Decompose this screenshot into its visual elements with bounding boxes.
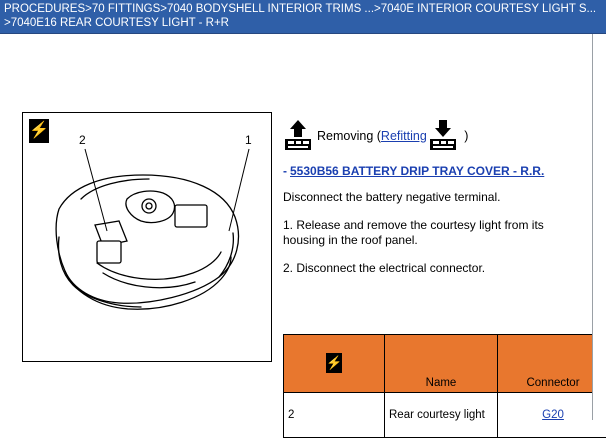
scroll-strip[interactable] [593, 34, 606, 420]
procedure-step-2: 2. Disconnect the electrical connector. [283, 261, 575, 276]
refit-arrow-down-icon [428, 119, 458, 153]
callout-number-2: 2 [79, 133, 86, 147]
table-header-symbol-cell [284, 335, 385, 393]
removing-label-group [317, 129, 430, 143]
removing-label: Removing ( [317, 129, 381, 143]
table-header-name: Name [385, 335, 498, 393]
refitting-link[interactable]: Refitting [381, 129, 427, 143]
electrical-hazard-badge [29, 119, 49, 143]
breadcrumb-line-1[interactable]: PROCEDURES>70 FITTINGS>7040 BODYSHELL INTERIOR TRIMS ...>7040E INTERIOR COURTESY LIGHT S... [4, 2, 602, 16]
related-document-row [283, 164, 583, 178]
table-cell-name: Rear courtesy light [385, 393, 498, 438]
close-paren: ) [464, 129, 468, 143]
link-dash: - [283, 164, 287, 178]
document-body [0, 34, 606, 420]
table-cell-connector [498, 393, 606, 438]
table-cell-number: 2 [284, 393, 385, 438]
table-row [284, 393, 606, 438]
procedure-step-1: 1. Release and remove the courtesy light from its housing in the roof panel. [283, 218, 575, 248]
remove-arrow-up-icon [283, 119, 313, 153]
procedure-step-0: Disconnect the battery negative terminal. [283, 190, 575, 205]
callout-number-1: 1 [245, 133, 252, 147]
courtesy-light-illustration [22, 112, 272, 362]
connector-table [283, 334, 606, 438]
removing-refitting-row [283, 116, 583, 156]
breadcrumb-line-2[interactable]: >7040E16 REAR COURTESY LIGHT - R+R [4, 16, 602, 30]
battery-drip-tray-cover-link[interactable]: 5530B56 BATTERY DRIP TRAY COVER - R.R. [290, 164, 544, 178]
table-header-connector: Connector [498, 335, 606, 393]
breadcrumb [0, 0, 606, 34]
lightning-bolt-icon: ⚡ [326, 353, 342, 373]
procedure-column [283, 116, 583, 289]
lightning-bolt-icon: ⚡ [29, 119, 49, 143]
connector-g20-link[interactable]: G20 [542, 409, 564, 421]
table-header-row [284, 335, 606, 393]
